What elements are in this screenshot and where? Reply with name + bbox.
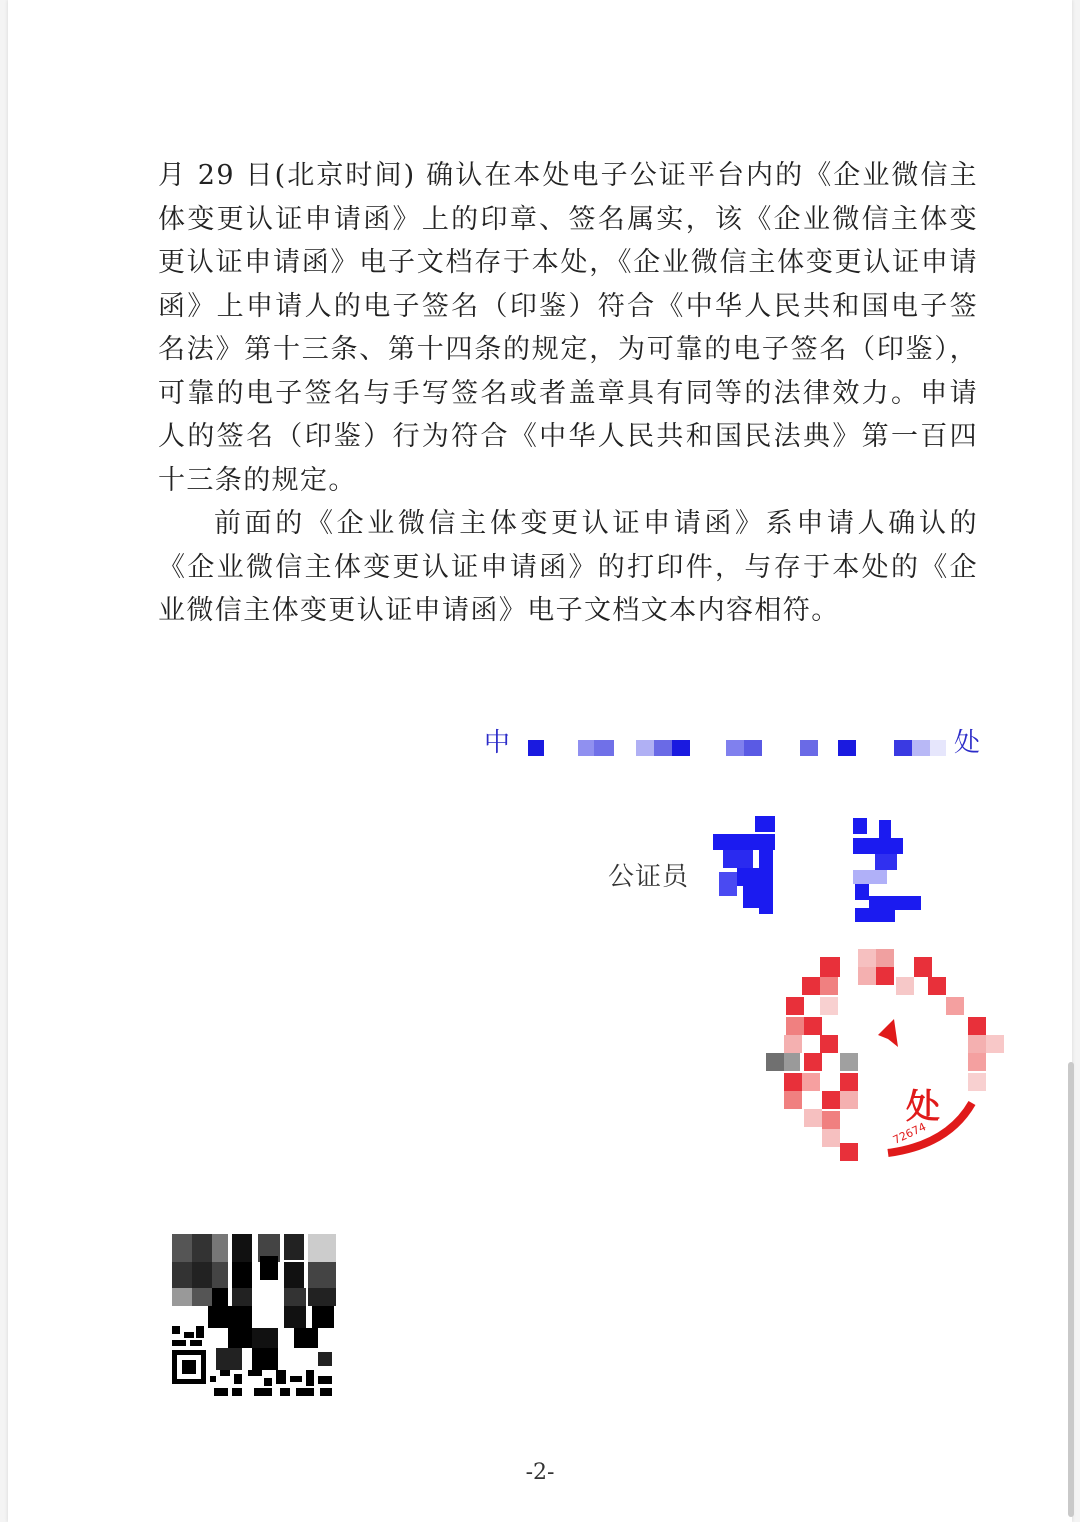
redacted-block	[636, 740, 654, 756]
redacted-block	[838, 740, 856, 756]
qr-code	[168, 1230, 338, 1400]
redacted-block	[894, 740, 912, 756]
document-page	[8, 0, 1072, 1522]
paragraph-2: 前面的《企业微信主体变更认证申请函》系申请人确认的《企业微信主体变更认证申请函》的打印件，与存于本处的《企业微信主体变更认证申请函》电子文档文本内容相符。	[158, 508, 978, 626]
redacted-block	[654, 740, 672, 756]
redacted-block	[912, 740, 930, 756]
redacted-block	[930, 740, 946, 756]
paragraph-1: 月 29 日(北京时间) 确认在本处电子公证平台内的《企业微信主体变更认证申请函》上的印章、签名属实，该《企业微信主体变更认证申请函》电子文档存于本处，《企业微信主体变更认证申请函》上申请人的电子签名（印鉴）符合《中华人民共和国电子签名法》第十三条、第十四条的规定，为可靠的电子签名（印鉴），可靠的电子签名与手写签名或者盖章具有同等的法律效力。申请人的签名（印鉴）行为符合《中华人民共和国民法典》第一百四十三条的规定。	[158, 160, 978, 496]
redacted-block	[726, 740, 744, 756]
seal-center-text: 处	[906, 1087, 940, 1127]
redacted-block	[528, 740, 544, 756]
document-body	[158, 154, 978, 633]
redacted-block	[672, 740, 690, 756]
office-suffix: 处	[954, 728, 981, 758]
office-prefix: 中	[484, 728, 511, 758]
vertical-scrollbar[interactable]	[1068, 1062, 1074, 1517]
redacted-block	[594, 740, 614, 756]
redacted-block	[800, 740, 818, 756]
notary-office-name	[478, 722, 981, 762]
seal-number: 72674	[890, 1120, 929, 1147]
notary-signature	[703, 812, 943, 932]
official-seal	[758, 935, 1018, 1175]
page-number: -2-	[525, 1460, 555, 1485]
redacted-block	[578, 740, 594, 756]
seal-pixels	[758, 935, 1018, 1175]
redacted-block	[744, 740, 762, 756]
notary-label: 公证员	[608, 862, 690, 892]
